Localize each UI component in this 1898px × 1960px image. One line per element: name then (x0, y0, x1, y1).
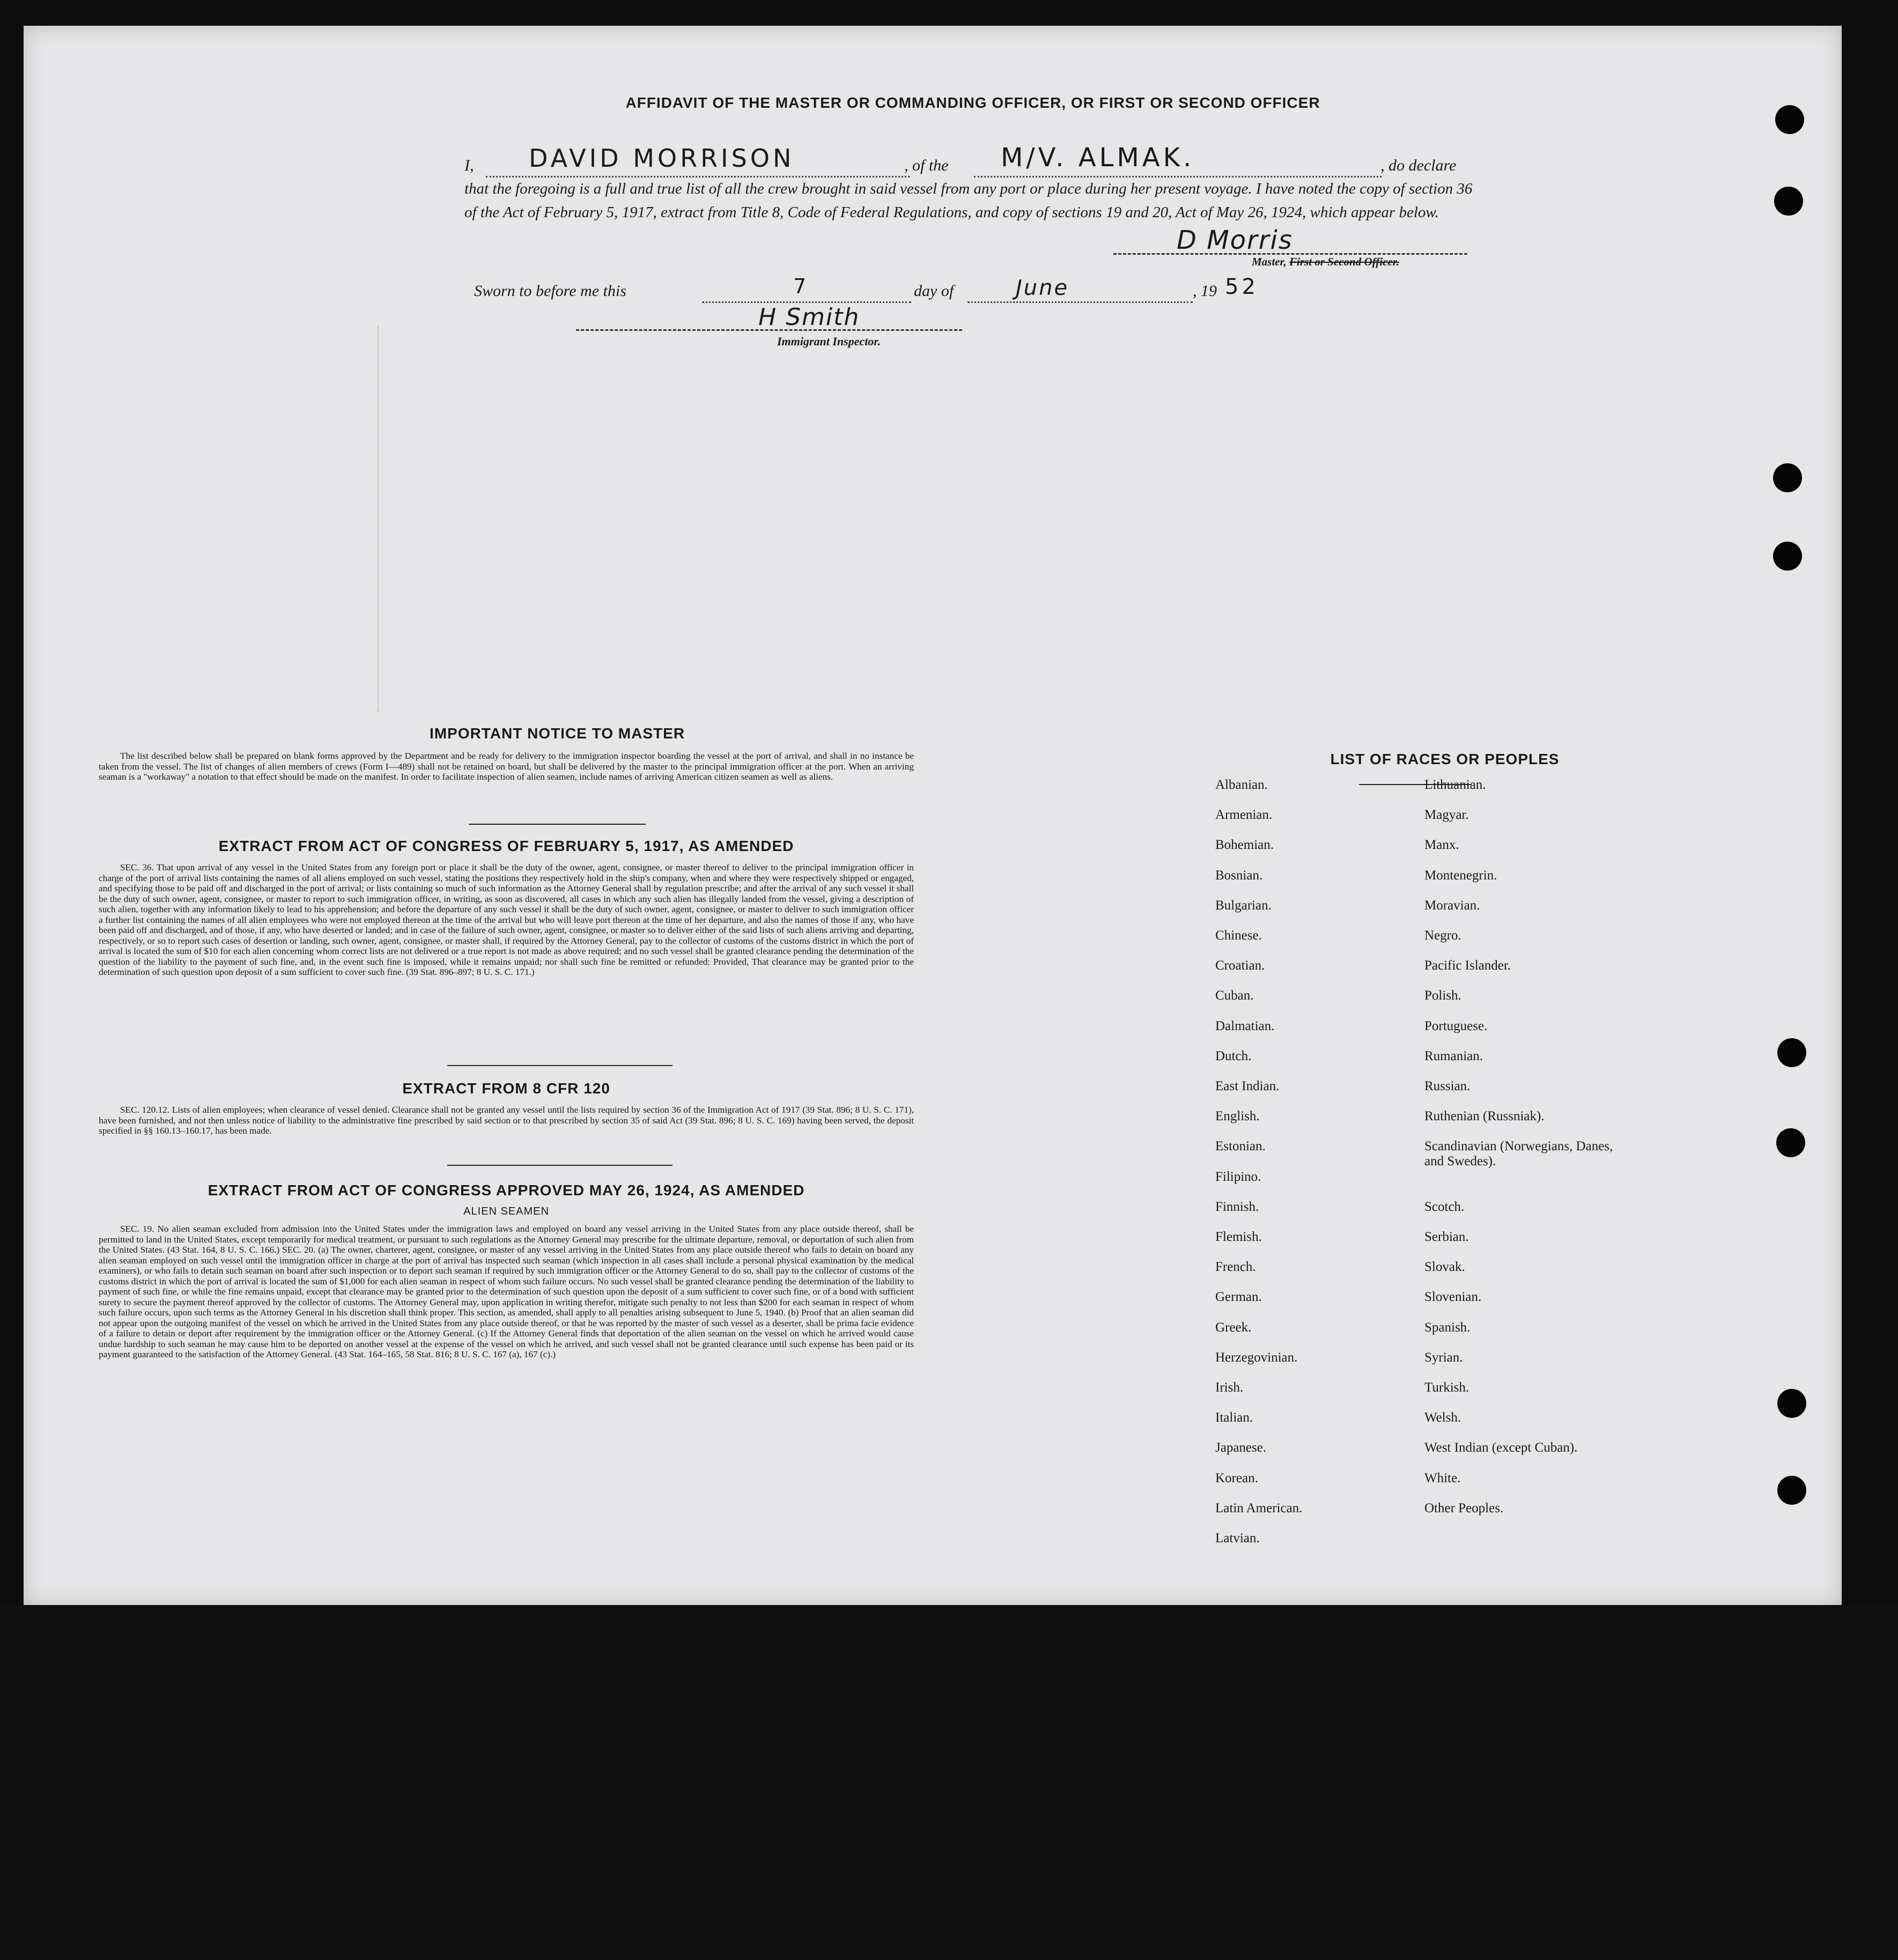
divider (469, 824, 646, 825)
inspector-label: Immigrant Inspector. (777, 335, 881, 348)
race-item: Ruthenian (Russniak). (1424, 1109, 1545, 1124)
race-item: Korean. (1215, 1470, 1258, 1485)
race-item: Finnish. (1215, 1199, 1259, 1214)
race-item: Dalmatian. (1215, 1018, 1275, 1033)
declaration-text: that the foregoing is a full and true list of all the crew brought in said vessel from any port or place during her present voyage. I have noted the copy of section 36 of the Act of February 5, 1917, extract from Title 8, Code of Federal Regulations, and copy of sections 19 and 20, Act of May 26, 1924, which appear below. (464, 180, 1473, 221)
notice-body: The list described below shall be prepared on blank forms approved by the Department and be ready for delivery to the immigration inspector boarding the vessel at the port of arrival, and shall in no instance be taken from the vessel. The list of changes of alien members of crews (Form I—489) shall not be retained on board, but shall be delivered by the master to the principal immigration officer at the port. When an arriving seaman is a "workaway" a notation to that effect should be made on the manifest. In order to facilitate inspection of alien seamen, include names of arriving American citizen seamen as well as aliens. (99, 751, 914, 782)
of-the-label: , of the (904, 157, 949, 174)
race-item: Filipino. (1215, 1169, 1261, 1184)
extract-1924-title: EXTRACT FROM ACT OF CONGRESS APPROVED MAY 26, 1924, AS AMENDED (208, 1182, 805, 1199)
race-item: French. (1215, 1260, 1256, 1275)
race-item: Estonian. (1215, 1139, 1266, 1154)
race-item: Greek. (1215, 1320, 1252, 1335)
year-suffix: 52 (1225, 275, 1259, 299)
race-item: Serbian. (1424, 1230, 1469, 1244)
race-item: Other Peoples. (1424, 1500, 1504, 1515)
race-item: Scandinavian (Norwegians, Danes, and Swedes). (1424, 1139, 1613, 1169)
divider (447, 1065, 673, 1066)
race-item: Slovenian. (1424, 1290, 1482, 1305)
inspector-signature-line (576, 329, 962, 331)
race-item: West Indian (except Cuban). (1424, 1440, 1578, 1455)
race-item: German. (1215, 1290, 1262, 1305)
race-item: Cuban. (1215, 988, 1254, 1003)
sworn-day: 7 (793, 275, 810, 298)
race-item: White. (1424, 1470, 1461, 1485)
faint-margin-mark (378, 326, 379, 712)
extract-cfr-body: SEC. 120.12. Lists of alien employees; when clearance of vessel denied. Clearance shall not be granted any vessel until the lists required by section 36 of the Immigration Act of 1917 (39 Stat. 896; 8 U. S. C. 171), have been furnished, and not then unless notice of liability to the administrative fine prescribed by said section or to that prescribed by section 35 of said Act (39 Stat. 896; 8 U. S. C. 169) having been served, the deposit specified in §§ 160.13–160.17, has been made. (99, 1105, 914, 1136)
master-signature: D Morris (1177, 225, 1293, 255)
race-item: Croatian. (1215, 958, 1265, 973)
master-signature-line (1113, 253, 1467, 255)
race-item: Syrian. (1424, 1350, 1463, 1365)
punch-hole (1776, 1128, 1805, 1157)
race-item: Bosnian. (1215, 868, 1263, 883)
race-item: Pacific Islander. (1424, 958, 1511, 973)
race-item: English. (1215, 1109, 1260, 1124)
race-item: Japanese. (1215, 1440, 1267, 1455)
scan-background-band (0, 1606, 1898, 1960)
punch-hole (1777, 1038, 1806, 1067)
race-item: Armenian. (1215, 808, 1273, 823)
affidavit-title: AFFIDAVIT OF THE MASTER OR COMMANDING OFFICER, OR FIRST OR SECOND OFFICER (625, 94, 1320, 111)
race-item: Herzegovinian. (1215, 1350, 1298, 1365)
do-declare-label: , do declare (1380, 157, 1457, 174)
master-label (1252, 255, 1399, 269)
race-item: Russian. (1424, 1079, 1471, 1093)
master-label-text: Master, (1252, 255, 1290, 268)
punch-hole (1773, 542, 1802, 571)
race-item: Bohemian. (1215, 838, 1274, 853)
extract-1924-body: SEC. 19. No alien seaman excluded from admission into the United States under the immigration laws and employed on board any vessel arriving in the United States from any place outside thereof, shall be permitted to land in the United States, except temporarily for medical treatment, or pursuant to such regulations as the Attorney General may prescribe for the ultimate departure, removal, or deportation of such alien from the United States. (43 Stat. 164, 8 U. S. C. 166.) SEC. 20. (a) The owner, charterer, agent, consignee, or master of any vessel arriving in the United States from any place outside thereof who fails to detain on board any alien seaman employed on such vessel until the immigration officer in charge at the port of arrival has inspected such seaman (which inspection in all cases shall include a personal physical examination by the medical examiners), or who fails to detain such seaman on board after such inspection or to deport such seaman if required by such immigration officer or the Attorney General to do so, shall pay to the collector of customs of the customs district in which the port of arrival is located the sum of $1,000 for each alien seaman in respect of whom such failure occurs. No such vessel shall be granted clearance pending the determination of the liability to payment of such fine, or while the fine remains unpaid, except that clearance may be granted prior to the determination of such question upon the deposit of a sum sufficient to cover such fine, or of a bond with sufficient surety to secure the payment thereof approved by the collector of customs. The Attorney General may, upon application in writing therefor, mitigate such penalty to not less than $200 for each seaman in respect of whom such failure occurs, upon such terms as the Attorney General in his discretion shall think proper. This section, as amended, shall apply to all penalties arising subsequent to June 5, 1940. (b) Proof that an alien seaman did not appear upon the outgoing manifest of the vessel on which he arrived in the United States from any place outside thereof, or that he was reported by the master of such vessel as a deserter, shall be prima facie evidence of a failure to detain or deport after requirement by the immigration officer or the Attorney General. (c) If the Attorney General finds that deportation of the alien seaman on the vessel on which he arrived would cause undue hardship to such seaman he may cause him to be deported on another vessel at the expense of the vessel on which he arrived, and such vessel shall not be granted clearance until such expense has been paid or its payment guaranteed to the satisfaction of the Attorney General. (43 Stat. 164–165, 58 Stat. 816; 8 U. S. C. 167 (a), 167 (c).) (99, 1224, 914, 1359)
race-item: Bulgarian. (1215, 898, 1272, 913)
race-item: Latvian. (1215, 1531, 1260, 1545)
punch-hole (1775, 105, 1804, 134)
race-item: Turkish. (1424, 1380, 1469, 1395)
document-page (24, 26, 1842, 1605)
master-name: DAVID MORRISON (529, 144, 795, 173)
year-prefix: , 19 (1193, 282, 1217, 300)
day-underline (702, 301, 911, 303)
punch-hole (1773, 463, 1802, 492)
race-item: Irish. (1215, 1380, 1244, 1395)
race-item: Lithuanian. (1424, 778, 1486, 792)
race-item: Spanish. (1424, 1320, 1471, 1335)
month-underline (968, 301, 1193, 303)
punch-hole (1774, 187, 1803, 216)
extract-1917-body: SEC. 36. That upon arrival of any vessel in the United States from any foreign port or place it shall be the duty of the owner, agent, consignee, or master thereof to deliver to the principal immigration officer in charge of the port of arrival lists containing the names of all aliens employed on such vessel, stating the positions they respectively hold in the ship's company, when and where they were respectively shipped or engaged, and specifying those to be paid off and discharged in the port of arrival; or lists containing so much of such information as the Attorney General shall by regulation prescribe; and after the arrival of any such vessel it shall be the duty of such owner, agent, consignee, or master to report to such immigration officer, in writing, as soon as discovered, all cases in which any such alien has illegally landed from the vessel, giving a description of such alien, together with any information likely to lead to his apprehension; and before the departure of any such vessel it shall be the duty of such owner, agent, consignee, or master to deliver to such immigration officer a further list containing the names of all alien employees who were not employed thereon at the time of the arrival but who will leave port thereon at the time of her departure, and also the names of those if any, who have been paid off and discharged, and of those, if any, who have deserted or landed; and in case of the failure of such owner, agent, consignee, or master so to deliver either of the said lists of such aliens arriving and departing, respectively, or so to report such cases of desertion or landing, such owner, agent, consignee, or master shall, if required by the Attorney General, pay to the collector of customs of the customs district in which the port of arrival is located the sum of $10 for each alien concerning whom correct lists are not delivered or a true report is not made as above required; and no such vessel shall be granted clearance pending the determination of the question of the liability to the payment of such fine, and, in the event such fine is imposed, while it remains unpaid; nor shall such fine be remitted or refunded: Provided, That clearance may be granted prior to the determination of such question upon deposit of a sum sufficient to cover such fine. (39 Stat. 896–897; 8 U. S. C. 171.) (99, 862, 914, 977)
race-item: Slovak. (1424, 1260, 1465, 1275)
race-item: Manx. (1424, 838, 1459, 853)
sworn-month: June (1016, 276, 1069, 300)
alien-seamen-subtitle: ALIEN SEAMEN (463, 1205, 549, 1217)
vessel-name: M/V. ALMAK. (1001, 143, 1195, 173)
divider (447, 1165, 673, 1166)
sworn-prefix: Sworn to before me this (474, 282, 626, 300)
extract-1917-title: EXTRACT FROM ACT OF CONGRESS OF FEBRUARY 5, 1917, AS AMENDED (218, 838, 794, 854)
day-of-label: day of (914, 282, 954, 300)
race-item: Rumanian. (1424, 1048, 1483, 1063)
i-label: I, (464, 157, 474, 174)
race-item: Latin American. (1215, 1500, 1303, 1515)
race-item: Flemish. (1215, 1230, 1262, 1244)
race-item: Polish. (1424, 988, 1461, 1003)
officer-label-struck: First or Second Officer. (1289, 255, 1399, 268)
race-item: Negro. (1424, 928, 1461, 943)
sworn-line (474, 275, 1279, 310)
punch-hole (1777, 1389, 1806, 1418)
race-item: Italian. (1215, 1410, 1253, 1425)
race-item: Moravian. (1424, 898, 1480, 913)
race-item: Chinese. (1215, 928, 1262, 943)
race-item: Dutch. (1215, 1048, 1252, 1063)
race-item: East Indian. (1215, 1079, 1280, 1093)
race-item: Magyar. (1424, 808, 1469, 823)
inspector-signature: H Smith (758, 304, 860, 331)
race-item: Welsh. (1424, 1410, 1461, 1425)
races-title: LIST OF RACES OR PEOPLES (1330, 751, 1560, 767)
race-item: Portuguese. (1424, 1018, 1488, 1033)
race-item: Albanian. (1215, 778, 1268, 792)
race-item: Montenegrin. (1424, 868, 1497, 883)
extract-cfr-title: EXTRACT FROM 8 CFR 120 (402, 1080, 610, 1097)
race-item: Scotch. (1424, 1199, 1465, 1214)
notice-title: IMPORTANT NOTICE TO MASTER (429, 725, 685, 742)
punch-hole (1777, 1476, 1806, 1505)
declaration-line (464, 143, 1473, 181)
